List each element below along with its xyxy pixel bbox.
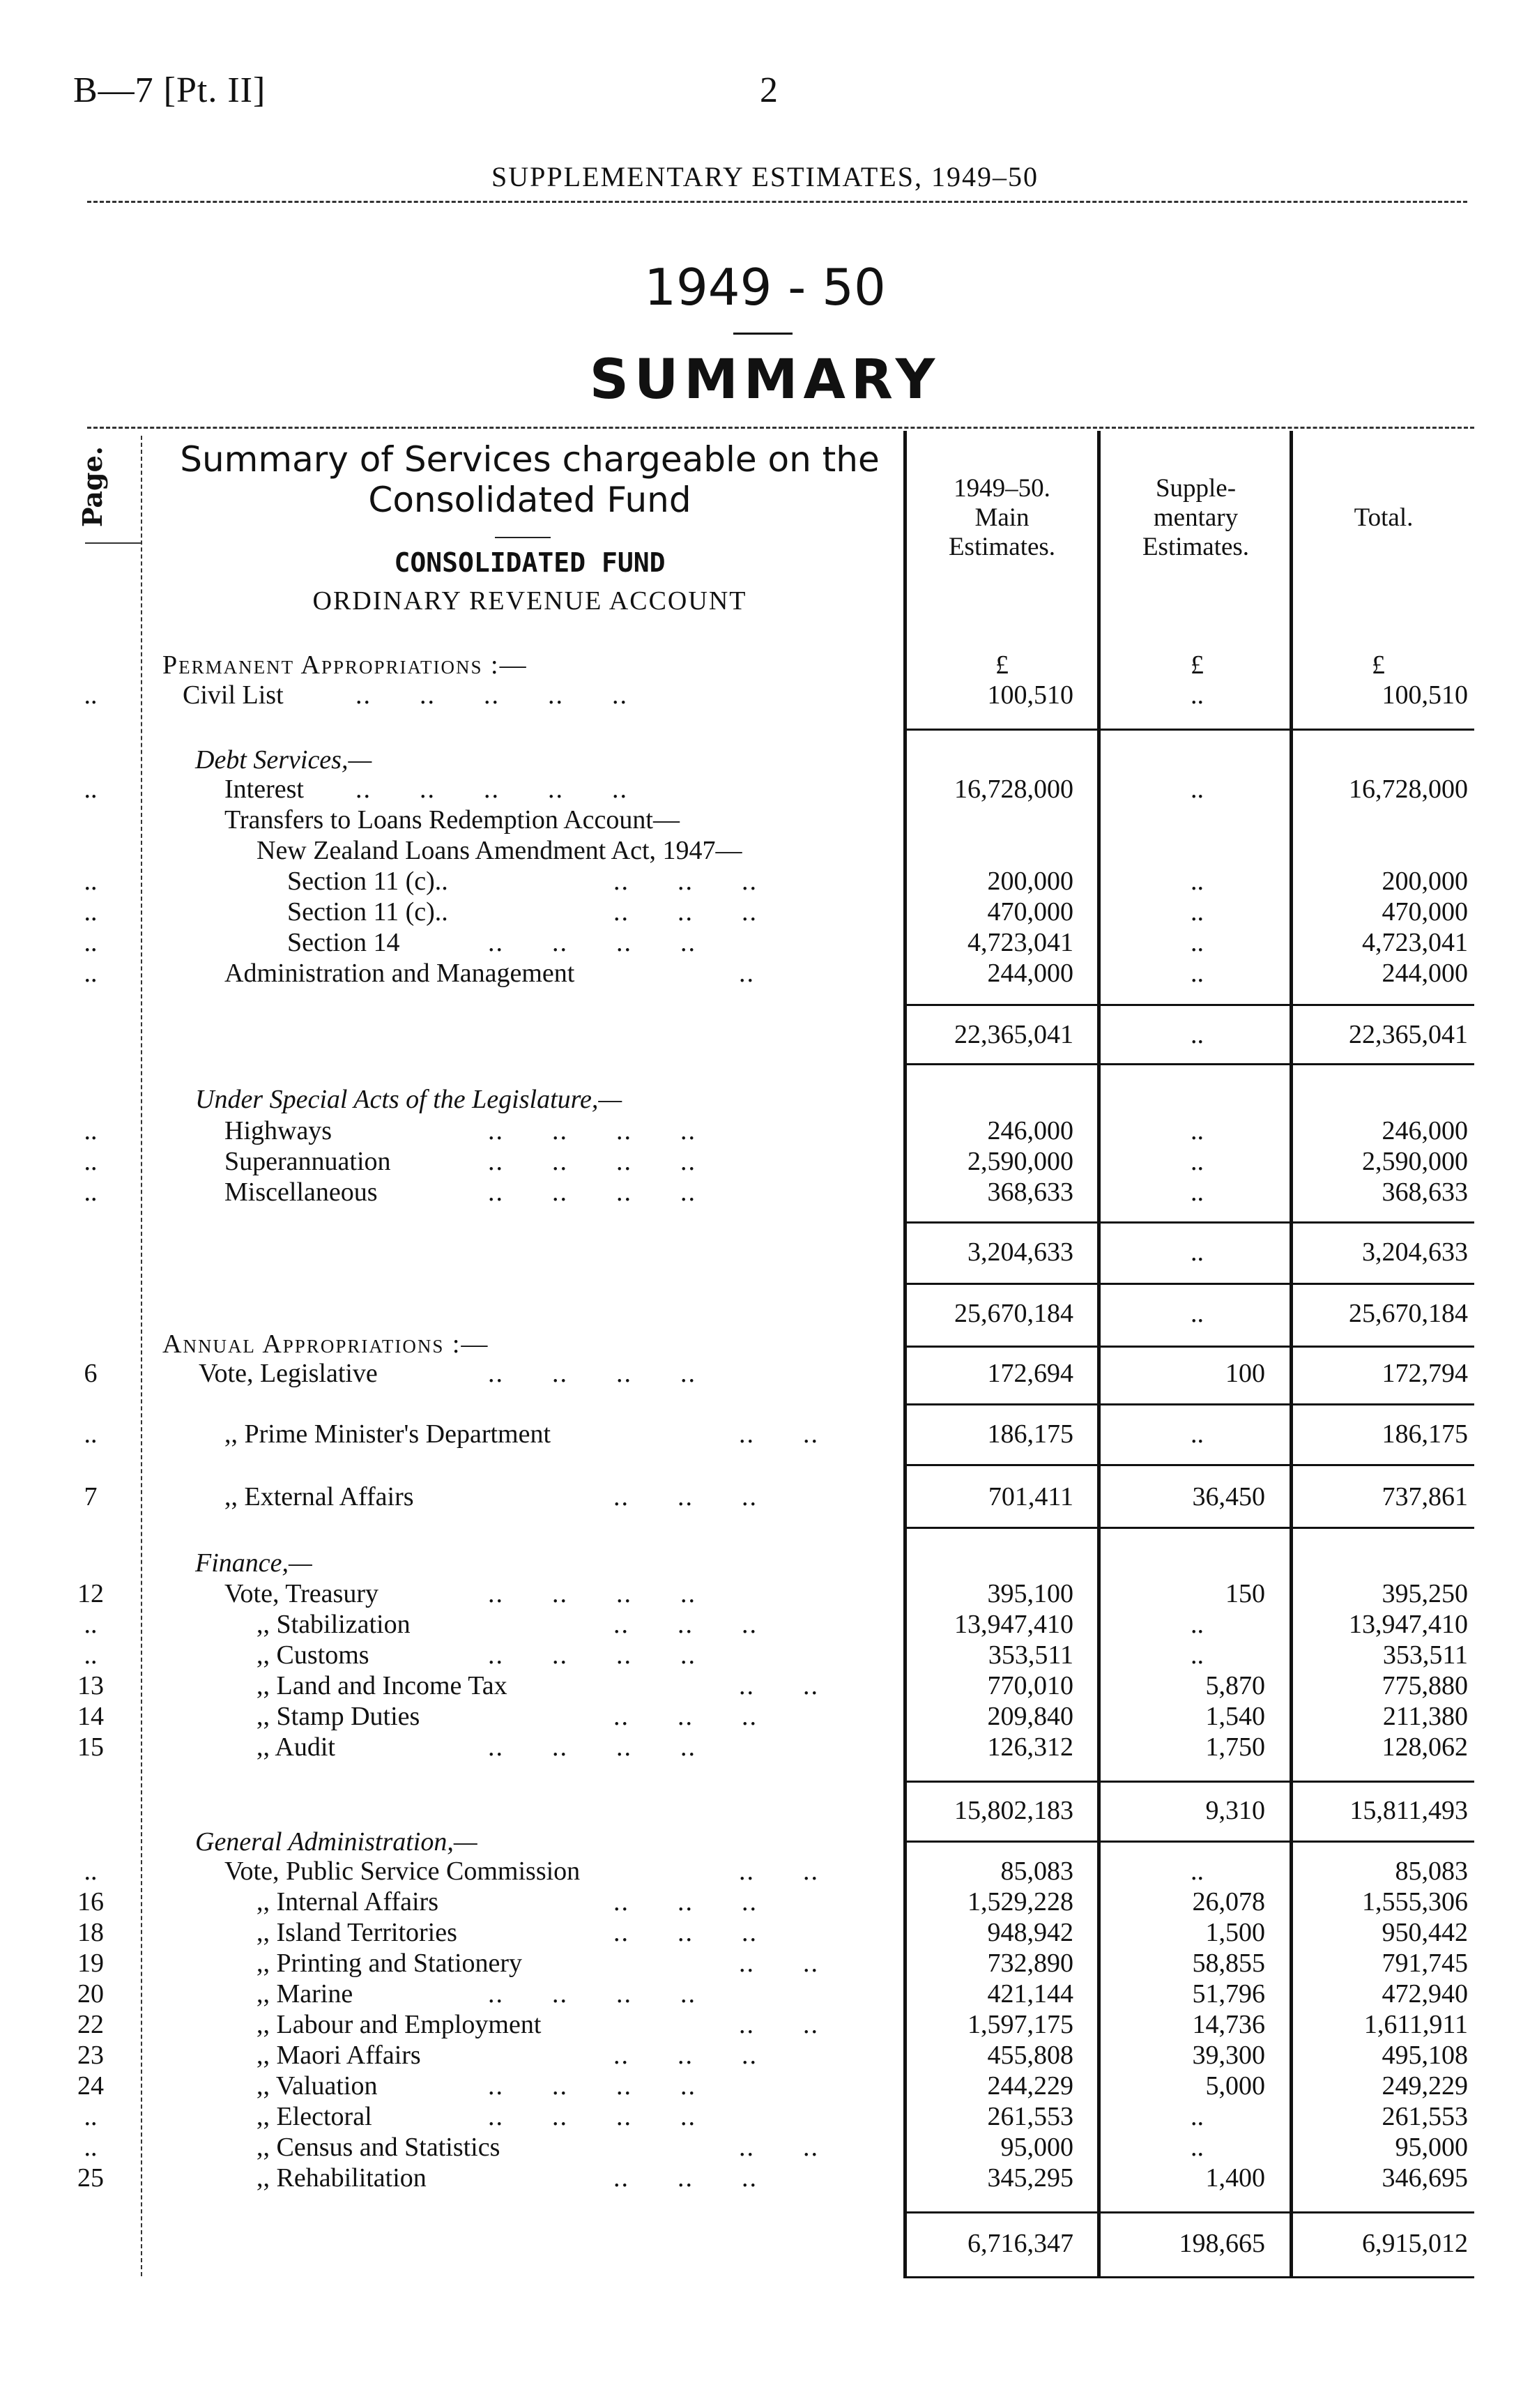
row-label: Vote, Legislative [199, 1359, 378, 1388]
main-value: 701,411 [988, 1482, 1073, 1511]
supp-value: 198,665 [1179, 2229, 1265, 2258]
row-label: ,, Prime Minister's Department [224, 1419, 551, 1449]
section-heading: Annual Appropriations :— [162, 1329, 489, 1359]
page-ref: .. [84, 928, 98, 957]
page-ref: .. [84, 1640, 98, 1670]
supp-header-line-3: Estimates. [1142, 533, 1250, 561]
total-value: 15,811,493 [1349, 1796, 1468, 1825]
supp-value: 51,796 [1192, 1979, 1265, 2009]
title-short-rule [733, 333, 793, 335]
supp-header-line-1: Supple- [1155, 474, 1237, 503]
leader-dots: .. .. .. .. [488, 1359, 696, 1388]
row-label: Section 14 [287, 928, 400, 957]
page-ref: 18 [77, 1918, 104, 1947]
row-label: Interest [224, 775, 304, 804]
subsection-finance [0, 1548, 1530, 1578]
total-value: 249,229 [1382, 2071, 1468, 2101]
table-row-stabilization [0, 1609, 1530, 1640]
supp-value: .. [1191, 959, 1204, 988]
supp-value: 1,750 [1205, 1732, 1265, 1762]
leader-dots: .. .. .. .. [488, 1178, 696, 1207]
leader-dots: .. .. .. .. [488, 928, 696, 957]
leader-dots: .. .. .. .. [488, 2071, 696, 2101]
supplementary-header [1100, 474, 1292, 562]
table-row-interest [0, 774, 1530, 805]
currency-symbol: £ [1372, 650, 1385, 680]
row-label: ,, Stabilization [257, 1610, 411, 1639]
page-ref: 12 [77, 1579, 104, 1608]
main-value: 16,728,000 [954, 775, 1073, 804]
total-value: 186,175 [1382, 1419, 1468, 1449]
leader-dots: .. [739, 959, 755, 988]
page-ref: 22 [77, 2010, 104, 2039]
row-label: ,, Labour and Employment [257, 2010, 542, 2039]
supp-header-line-2: mentary [1153, 503, 1239, 532]
table-row-prime-minister [0, 1419, 1530, 1449]
table-row-section-11c-b [0, 897, 1530, 927]
total-value: 472,940 [1382, 1979, 1468, 2009]
row-label: New Zealand Loans Amendment Act, 1947— [257, 836, 742, 865]
page-number: 2 [760, 70, 778, 110]
subtotal-rule [906, 1221, 1474, 1224]
leader-dots: .. .. .. [613, 1702, 758, 1731]
supp-value: 150 [1225, 1579, 1265, 1608]
row-label: ,, Land and Income Tax [257, 1671, 507, 1700]
supp-value: .. [1191, 1020, 1204, 1049]
main-value: 732,890 [987, 1949, 1073, 1978]
row-label: ,, Customs [257, 1640, 369, 1670]
row-rule [906, 1346, 1474, 1348]
leader-dots: .. .. .. .. [488, 2102, 696, 2131]
row-label: ,, Census and Statistics [257, 2133, 500, 2162]
table-row-customs [0, 1640, 1530, 1670]
main-value: 4,723,041 [967, 928, 1073, 957]
supp-value: .. [1191, 1116, 1204, 1145]
document-reference: B—7 [Pt. II] [73, 70, 266, 110]
subtotal-rule [906, 1063, 1474, 1065]
supp-value: 39,300 [1192, 2041, 1265, 2070]
main-value: 246,000 [987, 1116, 1073, 1145]
total-value: 775,880 [1382, 1671, 1468, 1700]
subtotal-rule [906, 2211, 1474, 2213]
main-value: 3,204,633 [967, 1237, 1073, 1267]
leader-dots: .. .. .. [613, 1918, 758, 1947]
currency-symbol: £ [995, 650, 1009, 680]
total-value: 13,947,410 [1349, 1610, 1468, 1639]
table-row-public-service [0, 1856, 1530, 1887]
page-ref: .. [84, 959, 98, 988]
main-value: 200,000 [987, 867, 1073, 896]
main-value: 186,175 [987, 1419, 1073, 1449]
main-value: 261,553 [987, 2102, 1073, 2131]
table-row-miscellaneous [0, 1177, 1530, 1207]
leader-dots: .. .. .. .. .. [355, 680, 628, 710]
main-value: 172,694 [987, 1359, 1073, 1388]
page-ref: 23 [77, 2041, 104, 2070]
table-row-marine [0, 1979, 1530, 2009]
total-value: 950,442 [1382, 1918, 1468, 1947]
subsection-heading: General Administration,— [195, 1827, 477, 1857]
main-value: 455,808 [987, 2041, 1073, 2070]
row-label: ,, Internal Affairs [257, 1887, 438, 1917]
total-value: 85,083 [1395, 1857, 1468, 1886]
table-row-rehabilitation [0, 2163, 1530, 2193]
page-ref: 15 [77, 1732, 104, 1762]
leader-dots: .. .. .. [613, 867, 758, 896]
subtotal-row-debt [0, 1019, 1530, 1050]
supp-value: .. [1191, 1178, 1204, 1207]
row-label: Miscellaneous [224, 1178, 378, 1207]
total-value: 791,745 [1382, 1949, 1468, 1978]
leader-dots: .. .. .. .. [488, 1147, 696, 1176]
row-label: ,, Island Territories [257, 1918, 457, 1947]
leader-dots: .. .. .. .. [488, 1116, 696, 1145]
supp-value: .. [1191, 1640, 1204, 1670]
main-header-line-3: Estimates. [948, 533, 1056, 561]
row-label: Vote, Treasury [224, 1579, 378, 1608]
total-value: 128,062 [1382, 1732, 1468, 1762]
supp-value: .. [1191, 1857, 1204, 1886]
leader-dots: .. .. [739, 1671, 819, 1700]
table-row-highways [0, 1115, 1530, 1146]
leader-dots: .. .. .. [613, 2163, 758, 2193]
subsection-heading: Debt Services,— [195, 745, 372, 775]
table-row-audit [0, 1732, 1530, 1762]
leader-dots: .. .. .. [613, 897, 758, 927]
page-ref: 13 [77, 1671, 104, 1700]
row-rule [906, 1527, 1474, 1529]
total-value: 244,000 [1382, 959, 1468, 988]
total-value: 261,553 [1382, 2102, 1468, 2131]
row-rule [906, 1464, 1474, 1466]
row-label: Vote, Public Service Commission [224, 1857, 581, 1886]
supp-value: .. [1191, 897, 1204, 927]
total-value: 200,000 [1382, 867, 1468, 896]
main-value: 25,670,184 [954, 1299, 1073, 1328]
page-header-rule [85, 542, 141, 544]
page-ref: 24 [77, 2071, 104, 2101]
total-value: 2,590,000 [1362, 1147, 1468, 1176]
main-value: 948,942 [987, 1918, 1073, 1947]
year-heading: 1949 - 50 [644, 258, 886, 317]
leader-dots: .. .. [739, 1949, 819, 1978]
row-label: Civil List [183, 680, 284, 710]
row-label: Section 11 (c).. [287, 867, 448, 896]
leader-dots: .. .. .. [613, 1887, 758, 1917]
page-ref: .. [84, 1857, 98, 1886]
table-row-census-statistics [0, 2132, 1530, 2163]
fund-heading: CONSOLIDATED FUND [394, 547, 666, 578]
supp-value: .. [1191, 928, 1204, 957]
total-value: 95,000 [1395, 2133, 1468, 2162]
row-label: Administration and Management [224, 959, 575, 988]
total-value: 1,555,306 [1362, 1887, 1468, 1917]
running-title: SUPPLEMENTARY ESTIMATES, 1949–50 [491, 161, 1039, 192]
main-value: 13,947,410 [954, 1610, 1073, 1639]
row-rule [906, 729, 1474, 731]
subtotal-row-general-administration [0, 2228, 1530, 2259]
table-row-maori-affairs [0, 2040, 1530, 2071]
main-value: 244,000 [987, 959, 1073, 988]
main-value: 15,802,183 [954, 1796, 1073, 1825]
table-row-stamp-duties [0, 1701, 1530, 1732]
total-value: 16,728,000 [1349, 775, 1468, 804]
summary-title: SUMMARY [589, 349, 941, 411]
total-value: 25,670,184 [1349, 1299, 1468, 1328]
total-value: 353,511 [1382, 1640, 1468, 1670]
page-ref: 6 [84, 1359, 98, 1388]
supp-value: 36,450 [1192, 1482, 1265, 1511]
main-value: 1,529,228 [967, 1887, 1073, 1917]
main-value: 95,000 [1000, 2133, 1073, 2162]
page-ref: .. [84, 1178, 98, 1207]
total-value: 246,000 [1382, 1116, 1468, 1145]
supp-value: 1,500 [1205, 1918, 1265, 1947]
leader-dots: .. .. [739, 2133, 819, 2162]
total-value: 22,365,041 [1349, 1020, 1468, 1049]
main-header-line-1: 1949–50. [954, 474, 1050, 503]
main-value: 126,312 [987, 1732, 1073, 1762]
table-row-legislative [0, 1358, 1530, 1389]
leader-dots: .. .. .. [613, 2041, 758, 2070]
page-ref: 14 [77, 1702, 104, 1731]
row-rule [906, 1403, 1474, 1405]
main-value: 6,716,347 [967, 2229, 1073, 2258]
main-value: 100,510 [987, 680, 1073, 710]
row-label: ,, Valuation [257, 2071, 378, 2101]
main-value: 1,597,175 [967, 2010, 1073, 2039]
table-row-superannuation [0, 1146, 1530, 1177]
total-value: 6,915,012 [1362, 2229, 1468, 2258]
table-row-island-territories [0, 1917, 1530, 1948]
page-ref: .. [84, 1610, 98, 1639]
leader-dots: .. .. .. .. [488, 1579, 696, 1608]
total-value: 368,633 [1382, 1178, 1468, 1207]
page-ref: .. [84, 680, 98, 710]
row-label: ,, Electoral [257, 2102, 372, 2131]
row-label: Transfers to Loans Redemption Account— [224, 805, 680, 835]
supp-value: 1,400 [1205, 2163, 1265, 2193]
total-row-permanent [0, 1298, 1530, 1329]
page-ref: 19 [77, 1949, 104, 1978]
page-ref: .. [84, 775, 98, 804]
page-ref: .. [84, 1116, 98, 1145]
table-row-land-income-tax [0, 1670, 1530, 1701]
table-row-civil-list [0, 680, 1530, 710]
subtotal-rule [906, 1781, 1474, 1783]
supp-value: .. [1191, 1237, 1204, 1267]
supp-value: .. [1191, 867, 1204, 896]
page-ref: 25 [77, 2163, 104, 2193]
supp-value: .. [1191, 775, 1204, 804]
supp-value: .. [1191, 1419, 1204, 1449]
leader-dots: .. .. .. .. [488, 1640, 696, 1670]
supp-value: 14,736 [1192, 2010, 1265, 2039]
subsection-heading: Under Special Acts of the Legislature,— [195, 1085, 622, 1114]
total-value: 470,000 [1382, 897, 1468, 927]
table-row-internal-affairs [0, 1887, 1530, 1917]
supp-value: .. [1191, 1299, 1204, 1328]
leader-dots: .. .. .. .. [488, 1732, 696, 1762]
row-label: Highways [224, 1116, 332, 1145]
total-value: 3,204,633 [1362, 1237, 1468, 1267]
total-value: 172,794 [1382, 1359, 1468, 1388]
table-row-electoral [0, 2101, 1530, 2132]
subtotal-rule [906, 1841, 1474, 1843]
table-title-line-1: Summary of Services chargeable on the [180, 439, 880, 480]
row-label: Section 11 (c).. [287, 897, 448, 927]
table-row-transfers [0, 805, 1530, 835]
title-mini-rule [495, 537, 551, 538]
total-header: Total. [1354, 503, 1414, 532]
table-top-rule [87, 427, 1474, 429]
table-bottom-rule [906, 2276, 1474, 2278]
total-value: 737,861 [1382, 1482, 1468, 1511]
supp-value: 58,855 [1192, 1949, 1265, 1978]
page-ref: 16 [77, 1887, 104, 1917]
row-label: ,, External Affairs [224, 1482, 414, 1511]
supp-value: 100 [1225, 1359, 1265, 1388]
subtotal-rule [906, 1283, 1474, 1285]
main-value: 421,144 [987, 1979, 1073, 2009]
subsection-heading: Finance,— [195, 1548, 312, 1578]
main-value: 353,511 [988, 1640, 1073, 1670]
supp-value: 5,870 [1205, 1671, 1265, 1700]
account-heading: ORDINARY REVENUE ACCOUNT [312, 586, 747, 616]
table-row-treasury [0, 1578, 1530, 1609]
page-ref: .. [84, 897, 98, 927]
main-value: 244,229 [987, 2071, 1073, 2101]
total-value: 395,250 [1382, 1579, 1468, 1608]
header-divider [87, 201, 1467, 203]
leader-dots: .. .. .. .. [488, 1979, 696, 2009]
table-title [160, 439, 899, 520]
subsection-special-acts [0, 1084, 1530, 1115]
main-value: 368,633 [987, 1178, 1073, 1207]
main-value: 345,295 [987, 2163, 1073, 2193]
supp-value: 5,000 [1205, 2071, 1265, 2101]
main-header-line-2: Main [974, 503, 1030, 532]
total-value: 4,723,041 [1362, 928, 1468, 957]
section-row-annual [0, 1329, 1530, 1359]
supp-value: .. [1191, 2102, 1204, 2131]
page-ref: .. [84, 1147, 98, 1176]
row-label: ,, Printing and Stationery [257, 1949, 523, 1978]
leader-dots: .. .. .. [613, 1610, 758, 1639]
leader-dots: .. .. [739, 1419, 819, 1449]
total-value: 100,510 [1382, 680, 1468, 710]
page-ref: .. [84, 2102, 98, 2131]
subtotal-row-special-acts [0, 1237, 1530, 1267]
table-row-section-11c-a [0, 866, 1530, 897]
subsection-debt [0, 745, 1530, 775]
row-label: ,, Stamp Duties [257, 1702, 420, 1731]
row-label: Superannuation [224, 1147, 391, 1176]
table-row-external-affairs [0, 1481, 1530, 1512]
row-label: ,, Maori Affairs [257, 2041, 421, 2070]
leader-dots: .. .. [739, 1857, 819, 1886]
total-value: 346,695 [1382, 2163, 1468, 2193]
page-ref: .. [84, 2133, 98, 2162]
section-row-permanent [0, 650, 1530, 680]
total-value: 211,380 [1382, 1702, 1468, 1731]
table-row-labour-employment [0, 2009, 1530, 2040]
page-column-header: Page. [77, 446, 108, 528]
main-value: 85,083 [1000, 1857, 1073, 1886]
main-value: 470,000 [987, 897, 1073, 927]
row-label: ,, Marine [257, 1979, 353, 2009]
leader-dots: .. .. [739, 2010, 819, 2039]
table-row-valuation [0, 2071, 1530, 2101]
table-title-line-2: Consolidated Fund [368, 480, 691, 520]
main-value: 770,010 [987, 1671, 1073, 1700]
row-label: ,, Rehabilitation [257, 2163, 427, 2193]
supp-value: 9,310 [1205, 1796, 1265, 1825]
table-row-section-14 [0, 927, 1530, 958]
supp-value: 1,540 [1205, 1702, 1265, 1731]
supp-value: .. [1191, 680, 1204, 710]
page-ref: .. [84, 1419, 98, 1449]
main-value: 209,840 [987, 1702, 1073, 1731]
page-ref: 7 [84, 1482, 98, 1511]
supp-value: .. [1191, 2133, 1204, 2162]
table-row-nz-loans [0, 835, 1530, 866]
main-value: 22,365,041 [954, 1020, 1073, 1049]
currency-symbol: £ [1191, 650, 1204, 680]
supp-value: .. [1191, 1147, 1204, 1176]
leader-dots: .. .. .. .. .. [355, 775, 628, 804]
supp-value: 26,078 [1192, 1887, 1265, 1917]
supp-value: .. [1191, 1610, 1204, 1639]
table-row-admin-management [0, 958, 1530, 989]
table-row-printing-stationery [0, 1948, 1530, 1979]
page-ref: 20 [77, 1979, 104, 2009]
row-label: ,, Audit [257, 1732, 335, 1762]
main-estimates-header [906, 474, 1098, 562]
page-ref: .. [84, 867, 98, 896]
subtotal-rule [906, 1004, 1474, 1006]
leader-dots: .. .. .. [613, 1482, 758, 1511]
subtotal-row-finance [0, 1795, 1530, 1826]
main-value: 395,100 [987, 1579, 1073, 1608]
total-value: 495,108 [1382, 2041, 1468, 2070]
total-value: 1,611,911 [1363, 2010, 1468, 2039]
main-value: 2,590,000 [967, 1147, 1073, 1176]
section-heading: Permanent Appropriations :— [162, 650, 528, 680]
